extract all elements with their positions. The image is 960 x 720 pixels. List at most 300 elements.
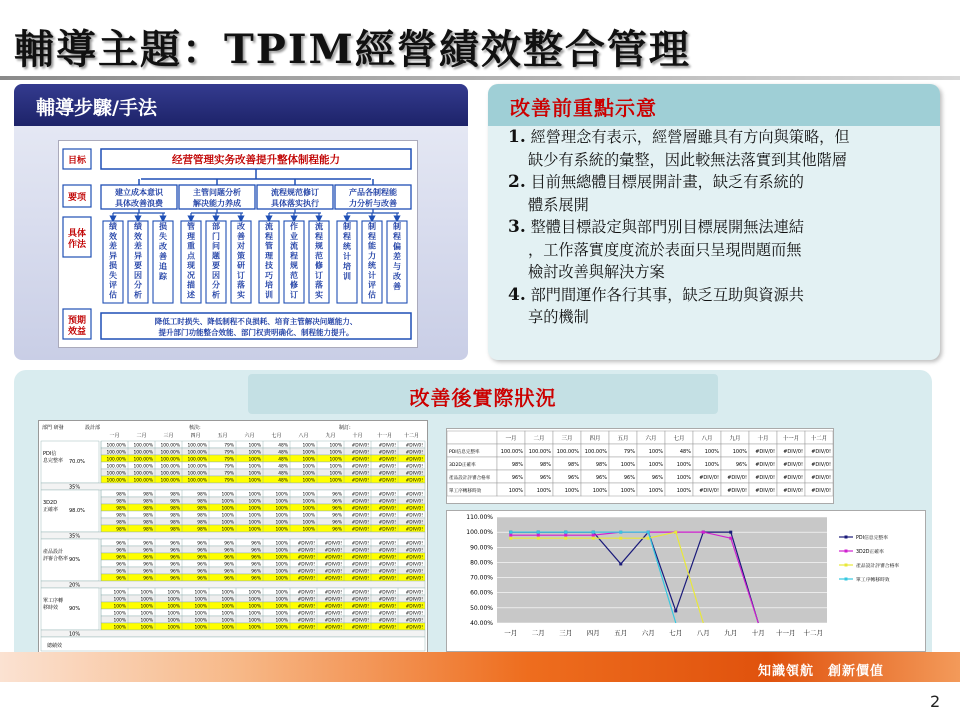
sheet-cell: 100% [275, 569, 288, 575]
sheet-cell: 98% [116, 513, 126, 519]
sheet-cell: 100% [221, 513, 234, 519]
sheet-cell: #DIV/0! [351, 604, 369, 610]
sheet-cell: #DIV/0! [351, 506, 369, 512]
point-text: 享的機制 [528, 308, 589, 326]
chart-x-tick: 五月 [614, 629, 628, 637]
sheet-cell: 100.00% [133, 450, 153, 456]
sheet-kpi-target: 70.0% [69, 459, 85, 465]
sheet-cell: #DIV/0! [378, 450, 396, 456]
chart-point [674, 531, 677, 534]
summary-cell: 100% [732, 449, 747, 455]
flow-practice-char: 失 [109, 270, 117, 280]
chart-point [592, 531, 595, 534]
sheet-cell: 100.00% [187, 478, 207, 484]
sheet-kpi-name: 評審合格率 [43, 556, 69, 562]
point-text: 目前無總體目標展開計畫，缺乏有系統的 [525, 173, 804, 191]
sheet-cell: 96% [197, 548, 207, 554]
summary-header: 八月 [701, 436, 713, 442]
summary-cell: 100% [676, 475, 691, 481]
sheet-month: 二月 [136, 433, 147, 439]
summary-cell: 100% [648, 449, 663, 455]
flow-practice-char: 实 [315, 290, 323, 300]
flow-practice-char: 制 [393, 222, 401, 231]
before-point-1 [508, 126, 932, 171]
point-number: 2. [508, 172, 526, 192]
flow-practice-char: 落 [237, 280, 245, 290]
flow-key-item-text: 力分析与改善 [349, 199, 397, 208]
chart-point [509, 534, 512, 537]
summary-header: 一月 [505, 436, 517, 442]
flow-practice-char: 规 [315, 241, 323, 251]
summary-cell: #DIV/0! [727, 488, 747, 494]
sheet-cell: 100% [140, 604, 153, 610]
sheet-cell: 96% [224, 562, 234, 568]
sheet-cell: #DIV/0! [378, 597, 396, 603]
summary-cell: #DIV/0! [755, 462, 775, 468]
sheet-cell: 96% [170, 541, 180, 547]
flow-row-label: 预期 [67, 316, 87, 326]
summary-cell: 100% [676, 462, 691, 468]
before-improvement-header [488, 84, 940, 126]
sheet-cell: 96% [224, 541, 234, 547]
chart-point [564, 537, 567, 540]
summary-cell: 96% [567, 475, 579, 481]
sheet-cell: #DIV/0! [405, 611, 423, 617]
sheet-cell: 100% [221, 527, 234, 533]
chart-x-tick: 十月 [751, 629, 765, 637]
summary-cell: 100.00% [584, 449, 607, 455]
sheet-cell: 96% [197, 562, 207, 568]
flow-practice-char: 效 [109, 231, 117, 241]
flow-key-item-text: 建立成本意识 [115, 188, 163, 197]
flow-practice-char: 技 [265, 261, 273, 270]
sheet-cell: 96% [170, 548, 180, 554]
summary-cell: 100% [648, 462, 663, 468]
sheet-cell: 48% [278, 464, 288, 470]
sheet-cell: #DIV/0! [351, 499, 369, 505]
summary-cell: 96% [651, 475, 663, 481]
flow-practice-char: 绩 [109, 222, 117, 231]
chart-y-tick: 70.00% [470, 574, 493, 582]
sheet-cell: 100% [221, 597, 234, 603]
sheet-cell: 100% [221, 611, 234, 617]
sheet-summary-label: 總績效 [47, 643, 63, 649]
sheet-cell: 96% [170, 576, 180, 582]
sheet-cell: 100% [302, 506, 315, 512]
sheet-cell: 98% [143, 492, 153, 498]
sheet-cell: 100% [248, 457, 261, 463]
flow-practice-char: 评 [109, 280, 117, 290]
flow-practice-char: 流 [265, 222, 273, 231]
flow-practice-char: 培 [343, 262, 351, 271]
summary-header: 三月 [561, 436, 573, 442]
sheet-cell: 96% [224, 576, 234, 582]
flow-practice-char: 计 [368, 270, 376, 280]
flow-practice-char: 订 [315, 270, 323, 280]
flow-row-label: 要项 [67, 193, 87, 203]
sheet-cell: #DIV/0! [405, 590, 423, 596]
flow-practice-char: 能 [368, 241, 376, 251]
sheet-cell: 98% [197, 513, 207, 519]
sheet-cell: 100% [113, 597, 126, 603]
sheet-cell: 100% [329, 471, 342, 477]
sheet-cell: 100% [302, 513, 315, 519]
flow-key-item-text: 产品各制程能 [349, 188, 397, 197]
summary-cell: #DIV/0! [811, 475, 831, 481]
sheet-cell: 79% [224, 443, 234, 449]
flow-row-label: 目标 [67, 156, 87, 166]
sheet-cell: 100% [221, 590, 234, 596]
chart-point [619, 562, 622, 565]
sheet-cell: 100.00% [133, 457, 153, 463]
sheet-month: 一月 [109, 433, 120, 439]
sheet-cell: 100.00% [160, 450, 180, 456]
sheet-cell: #DIV/0! [405, 604, 423, 610]
sheet-cell: #DIV/0! [351, 541, 369, 547]
flow-practice-char: 落 [315, 280, 323, 290]
summary-cell: 98% [539, 462, 551, 468]
sheet-cell: 79% [224, 478, 234, 484]
flow-practice-char: 策 [237, 251, 245, 261]
flow-practice-char: 训 [343, 272, 351, 281]
summary-cell: 100.00% [528, 449, 551, 455]
chart-x-tick: 七月 [669, 629, 683, 637]
sheet-cell: 100% [275, 548, 288, 554]
sheet-cell: 48% [278, 450, 288, 456]
steps-panel-header [14, 84, 468, 126]
flow-practice-char: 部 [212, 222, 220, 231]
flow-practice-char: 分 [134, 280, 142, 290]
sheet-cell: 100% [194, 590, 207, 596]
sheet-cell: 100% [275, 618, 288, 624]
sheet-cell: 96% [251, 576, 261, 582]
chart-y-tick: 60.00% [470, 589, 493, 597]
flow-practice-char: 流 [290, 241, 298, 251]
sheet-cell: 98% [143, 520, 153, 526]
sheet-cell: 96% [197, 576, 207, 582]
sheet-cell: 96% [170, 562, 180, 568]
sheet-cell: 100% [167, 625, 180, 631]
sheet-cell: #DIV/0! [324, 590, 342, 596]
chart-x-tick: 九月 [724, 629, 738, 637]
sheet-cell: 100% [221, 604, 234, 610]
sheet-cell: 100% [329, 443, 342, 449]
sheet-month: 五月 [217, 433, 228, 439]
flow-practice-char: 估 [109, 290, 117, 300]
sheet-cell: 100% [329, 464, 342, 470]
sheet-cell: 100% [302, 450, 315, 456]
sheet-cell: 96% [332, 520, 342, 526]
sheet-cell: 100% [167, 597, 180, 603]
chart-point [729, 531, 732, 534]
sheet-cell: 96% [251, 548, 261, 554]
chart-point [537, 531, 540, 534]
sheet-cell: 96% [143, 562, 153, 568]
sheet-cell: #DIV/0! [405, 520, 423, 526]
flow-practice-char: 异 [109, 251, 117, 261]
sheet-cell: #DIV/0! [297, 569, 315, 575]
sheet-cell: #DIV/0! [405, 450, 423, 456]
summary-cell: 100% [592, 488, 607, 494]
sheet-kpi-name: 移時效 [43, 605, 59, 611]
sheet-cell: #DIV/0! [351, 590, 369, 596]
flow-practice-char: 重 [187, 241, 195, 251]
sheet-cell: #DIV/0! [351, 478, 369, 484]
sheet-cell: 100% [275, 611, 288, 617]
sheet-cell: 79% [224, 457, 234, 463]
sheet-cell: 100% [248, 492, 261, 498]
flow-practice-char: 善 [159, 252, 167, 261]
chart-point [674, 609, 677, 612]
sheet-cell: #DIV/0! [351, 513, 369, 519]
sheet-month: 四月 [190, 433, 201, 439]
sheet-cell: #DIV/0! [297, 597, 315, 603]
point-number: 1. [508, 127, 526, 147]
summary-cell: 98% [567, 462, 579, 468]
sheet-month: 三月 [163, 433, 174, 439]
sheet-cell: #DIV/0! [324, 611, 342, 617]
sheet-cell: 96% [116, 562, 126, 568]
page-number: 2 [930, 692, 941, 711]
sheet-cell: 100% [275, 492, 288, 498]
sheet-cell: 96% [170, 569, 180, 575]
sheet-cell: #DIV/0! [378, 590, 396, 596]
title-divider [0, 76, 960, 80]
sheet-cell: 100% [167, 604, 180, 610]
sheet-cell: 98% [116, 492, 126, 498]
flow-practice-char: 损 [109, 261, 117, 270]
sheet-cell: 100% [140, 611, 153, 617]
flow-practice-char: 述 [187, 290, 195, 300]
sheet-cell: 100% [221, 499, 234, 505]
sheet-cell: 100.00% [106, 443, 126, 449]
sheet-cell: 100% [275, 576, 288, 582]
sheet-cell: #DIV/0! [324, 625, 342, 631]
chart-point [509, 531, 512, 534]
sheet-cell: #DIV/0! [405, 464, 423, 470]
flow-practice-char: 现 [187, 261, 195, 270]
chart-point [729, 537, 732, 540]
summary-cell: #DIV/0! [755, 488, 775, 494]
sheet-cell: 100% [167, 618, 180, 624]
sheet-month: 六月 [244, 433, 255, 439]
flow-practice-char: 析 [134, 290, 142, 300]
kpi-spreadsheet [38, 420, 428, 662]
sheet-cell: 100% [275, 590, 288, 596]
summary-cell: #DIV/0! [699, 475, 719, 481]
flow-practice-char: 业 [290, 231, 298, 241]
sheet-cell: 100% [113, 611, 126, 617]
sheet-cell: #DIV/0! [324, 555, 342, 561]
sheet-cell: 98% [116, 527, 126, 533]
summary-cell: #DIV/0! [783, 462, 803, 468]
sheet-cell: 98% [170, 506, 180, 512]
sheet-cell: #DIV/0! [378, 506, 396, 512]
sheet-cell: 100% [302, 443, 315, 449]
after-improvement-header [248, 374, 718, 414]
summary-cell: 100% [620, 488, 635, 494]
sheet-cell: 100% [194, 604, 207, 610]
sheet-cell: 100% [275, 604, 288, 610]
flow-practice-char: 描 [187, 280, 195, 290]
flow-practice-char: 研 [237, 261, 245, 270]
flow-practice-char: 程 [393, 232, 401, 241]
sheet-cell: 100% [248, 618, 261, 624]
sheet-kpi-target: 98.0% [69, 508, 85, 514]
sheet-cell: 100% [275, 527, 288, 533]
point-text: 缺少有系統的彙整，因此較無法落實到其他階層 [528, 150, 847, 169]
sheet-cell: #DIV/0! [378, 520, 396, 526]
sheet-cell: #DIV/0! [351, 527, 369, 533]
sheet-kpi-name: 3D2D [43, 500, 58, 506]
flow-practice-char: 制 [343, 222, 351, 231]
flow-practice-char: 对 [237, 241, 245, 251]
summary-cell: 100.00% [500, 449, 523, 455]
sheet-cell: #DIV/0! [378, 548, 396, 554]
sheet-cell: 100% [140, 625, 153, 631]
chart-point [509, 537, 512, 540]
sheet-cell: 100% [275, 541, 288, 547]
flow-practice-char: 估 [368, 290, 376, 300]
sheet-cell: 100.00% [187, 443, 207, 449]
sheet-cell: 100.00% [133, 471, 153, 477]
summary-header: 十一月 [782, 436, 800, 442]
flow-practice-char: 追 [159, 262, 167, 271]
sheet-cell: #DIV/0! [378, 513, 396, 519]
sheet-cell: #DIV/0! [405, 541, 423, 547]
sheet-cell: 100% [113, 590, 126, 596]
point-text: 部門間運作各行其事，缺乏互助與資源共 [525, 285, 804, 304]
flow-practice-char: 要 [212, 261, 220, 270]
sheet-kpi-weight: 10% [69, 631, 81, 638]
sheet-cell: 100% [275, 513, 288, 519]
sheet-cell: 48% [278, 478, 288, 484]
sheet-cell: 100.00% [160, 443, 180, 449]
sheet-cell: 98% [116, 499, 126, 505]
sheet-cell: 100% [167, 611, 180, 617]
kpi-summary-table [446, 428, 834, 504]
summary-cell: 100% [620, 462, 635, 468]
sheet-cell: 100% [221, 520, 234, 526]
summary-row-label: PDI信息完整率 [449, 450, 480, 455]
flow-practice-char: 要 [134, 261, 142, 270]
sheet-cell: 96% [116, 576, 126, 582]
sheet-cell: 98% [197, 520, 207, 526]
chart-point [564, 534, 567, 537]
before-point-4 [508, 284, 932, 329]
sheet-cell: 48% [278, 457, 288, 463]
sheet-cell: #DIV/0! [324, 541, 342, 547]
sheet-cell: 100% [248, 611, 261, 617]
sheet-cell: #DIV/0! [351, 618, 369, 624]
sheet-cell: 98% [116, 506, 126, 512]
chart-x-tick: 三月 [559, 629, 573, 637]
sheet-cell: #DIV/0! [378, 555, 396, 561]
summary-cell: #DIV/0! [783, 475, 803, 481]
slide-title: 輔導主題：TPIM經營績效整合管理 [14, 26, 691, 73]
sheet-cell: 100.00% [187, 457, 207, 463]
sheet-cell: 96% [143, 569, 153, 575]
sheet-cell: #DIV/0! [405, 527, 423, 533]
sheet-cell: #DIV/0! [351, 569, 369, 575]
sheet-cell: 100.00% [160, 464, 180, 470]
flow-practice-char: 评 [368, 280, 376, 290]
sheet-cell: #DIV/0! [351, 625, 369, 631]
sheet-cell: 100% [248, 604, 261, 610]
sheet-cell: 98% [143, 513, 153, 519]
flow-key-item-text: 具体落实执行 [271, 199, 319, 208]
sheet-cell: #DIV/0! [405, 506, 423, 512]
flow-practice-char: 改 [237, 222, 245, 231]
sheet-cell: 100% [221, 506, 234, 512]
summary-header: 九月 [729, 436, 741, 442]
chart-point [592, 534, 595, 537]
sheet-cell: 96% [116, 555, 126, 561]
sheet-cell: #DIV/0! [378, 604, 396, 610]
flow-practice-char: 绩 [134, 222, 142, 231]
sheet-cell: #DIV/0! [297, 555, 315, 561]
chart-point [592, 537, 595, 540]
chart-legend-marker [845, 578, 848, 581]
sheet-cell: #DIV/0! [324, 618, 342, 624]
sheet-approve: 核決: [189, 425, 201, 431]
sheet-cell: 96% [332, 506, 342, 512]
sheet-cell: 100% [194, 625, 207, 631]
summary-header: 四月 [589, 436, 601, 442]
sheet-cell: 100% [248, 471, 261, 477]
sheet-cell: 100% [167, 590, 180, 596]
sheet-cell: 98% [143, 527, 153, 533]
flow-practice-char: 善 [237, 231, 245, 241]
summary-cell: 96% [539, 475, 551, 481]
sheet-cell: 100% [248, 464, 261, 470]
sheet-cell: #DIV/0! [405, 492, 423, 498]
flow-practice-char: 改 [159, 242, 167, 251]
sheet-cell: 100% [302, 457, 315, 463]
flow-practice-char: 门 [212, 231, 220, 241]
sheet-cell: #DIV/0! [351, 443, 369, 449]
chart-y-tick: 110.00% [466, 514, 493, 521]
chart-y-tick: 40.00% [470, 620, 493, 627]
sheet-cell: 100% [275, 625, 288, 631]
summary-header: 六月 [645, 436, 657, 442]
flow-practice-char: 况 [187, 270, 195, 280]
sheet-cell: #DIV/0! [297, 590, 315, 596]
flow-practice-char: 问 [212, 241, 220, 251]
chart-legend-marker [845, 536, 848, 539]
sheet-cell: 100% [221, 625, 234, 631]
sheet-month: 十月 [352, 433, 363, 439]
sheet-cell: #DIV/0! [405, 569, 423, 575]
sheet-cell: #DIV/0! [378, 471, 396, 477]
sheet-cell: 100% [221, 492, 234, 498]
sheet-kpi-name: 正確率 [43, 507, 59, 513]
summary-cell: 96% [595, 475, 607, 481]
sheet-dept: 部門 研發 [42, 425, 64, 431]
sheet-cell: 100% [275, 520, 288, 526]
sheet-cell: #DIV/0! [351, 450, 369, 456]
flow-practice-char: 点 [187, 251, 195, 261]
flow-practice-char: 差 [134, 241, 142, 251]
sheet-cell: #DIV/0! [324, 548, 342, 554]
sheet-cell: #DIV/0! [351, 576, 369, 582]
sheet-cell: #DIV/0! [351, 457, 369, 463]
sheet-cell: #DIV/0! [378, 569, 396, 575]
chart-legend-marker [845, 564, 848, 567]
sheet-cell: #DIV/0! [378, 478, 396, 484]
chart-legend-label: 3D2D正確率 [856, 550, 884, 555]
sheet-cell: 96% [332, 527, 342, 533]
